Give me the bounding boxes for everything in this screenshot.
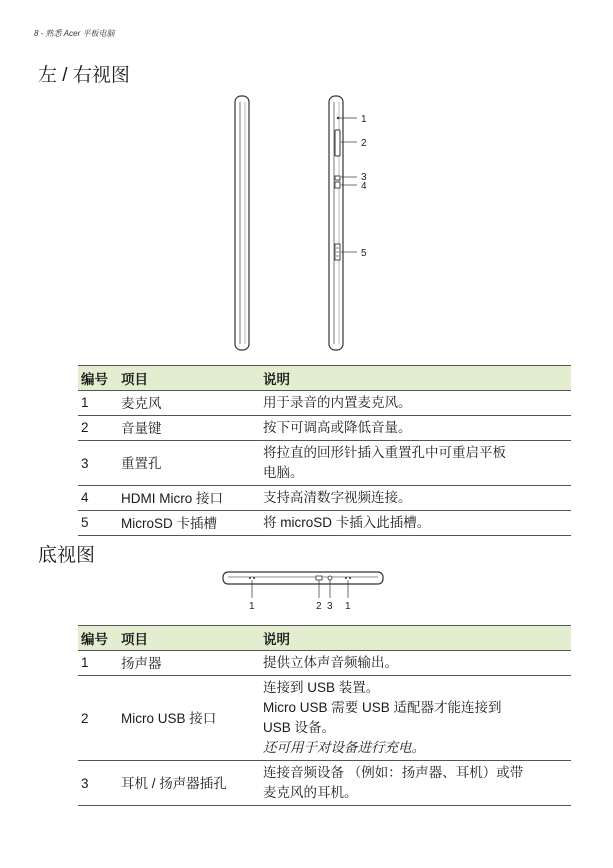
- table-row: [78, 486, 571, 511]
- right-side-device: [329, 96, 343, 350]
- cell-num: 5: [78, 511, 118, 536]
- desc-line: 麦克风的耳机。: [263, 785, 358, 800]
- cell-desc: [260, 676, 571, 761]
- cell-num: 2: [78, 416, 118, 441]
- desc-line: 支持高清数字视频连接。: [263, 490, 412, 505]
- cell-item: 音量键: [118, 416, 260, 441]
- bottom-view-table: [78, 625, 571, 806]
- header-item: 项目: [118, 626, 260, 651]
- table-row: [78, 761, 571, 806]
- desc-line: USB 设备。: [263, 720, 336, 735]
- cell-item: 麦克风: [118, 391, 260, 416]
- cell-num: 3: [78, 441, 118, 486]
- desc-line: 提供立体声音频输出。: [263, 655, 398, 670]
- header-item: 项目: [118, 366, 260, 391]
- running-header: 8 - 熟悉 Acer 平板电脑: [34, 29, 115, 38]
- callout-1: 1: [361, 114, 367, 125]
- cell-desc: [260, 391, 571, 416]
- charging-note: 还可用于对设备进行充电。: [263, 740, 425, 755]
- cell-desc: [260, 486, 571, 511]
- table-header-row: [78, 366, 571, 391]
- cell-desc: [260, 651, 571, 676]
- cell-desc: [260, 441, 571, 486]
- bottom-callout-2: 2: [316, 601, 322, 612]
- cell-num: 1: [78, 391, 118, 416]
- desc-line: 用于录音的内置麦克风。: [263, 395, 412, 410]
- desc-line: 连接到 USB 装置。: [263, 680, 380, 695]
- cell-desc: [260, 511, 571, 536]
- side-view-table: [78, 365, 571, 536]
- table-row: [78, 441, 571, 486]
- desc-line: 连接音频设备 （例如：扬声器、耳机）或带: [263, 765, 524, 780]
- desc-line: 将拉直的回形针插入重置孔中可重启平板: [263, 445, 506, 460]
- side-view-illustration: [225, 92, 385, 354]
- table-header-row: [78, 626, 571, 651]
- callout-5: 5: [361, 248, 367, 259]
- header-desc: 说明: [260, 626, 571, 651]
- header-desc: 说明: [260, 366, 571, 391]
- bottom-callout-3: 3: [327, 601, 333, 612]
- cell-num: 2: [78, 676, 118, 761]
- desc-line: 电脑。: [263, 465, 304, 480]
- section-title-side-view: 左 / 右视图: [38, 65, 130, 86]
- cell-item: MicroSD 卡插槽: [118, 511, 260, 536]
- table-row: [78, 651, 571, 676]
- cell-desc: [260, 416, 571, 441]
- desc-line: 将 microSD 卡插入此插槽。: [263, 515, 431, 530]
- bottom-callout-1-left: 1: [249, 601, 255, 612]
- table-row: [78, 416, 571, 441]
- cell-item: 耳机 / 扬声器插孔: [118, 761, 260, 806]
- cell-num: 3: [78, 761, 118, 806]
- desc-line: 按下可调高或降低音量。: [263, 420, 412, 435]
- bottom-callout-1-right: 1: [345, 601, 351, 612]
- cell-item: Micro USB 接口: [118, 676, 260, 761]
- left-side-device: [235, 96, 249, 350]
- callout-3: 3: [361, 172, 367, 183]
- desc-line: Micro USB 需要 USB 适配器才能连接到: [263, 700, 502, 715]
- header-num: 编号: [78, 626, 118, 651]
- bottom-device: [223, 572, 383, 584]
- cell-item: HDMI Micro 接口: [118, 486, 260, 511]
- callout-2: 2: [361, 138, 367, 149]
- table-row: [78, 676, 571, 761]
- bottom-view-illustration: [218, 568, 388, 616]
- table-row: [78, 391, 571, 416]
- cell-num: 4: [78, 486, 118, 511]
- header-num: 编号: [78, 366, 118, 391]
- cell-desc: [260, 761, 571, 806]
- cell-num: 1: [78, 651, 118, 676]
- cell-item: 重置孔: [118, 441, 260, 486]
- section-title-bottom-view: 底视图: [38, 545, 96, 566]
- table-row: [78, 511, 571, 536]
- callout-4: 4: [361, 181, 367, 192]
- cell-item: 扬声器: [118, 651, 260, 676]
